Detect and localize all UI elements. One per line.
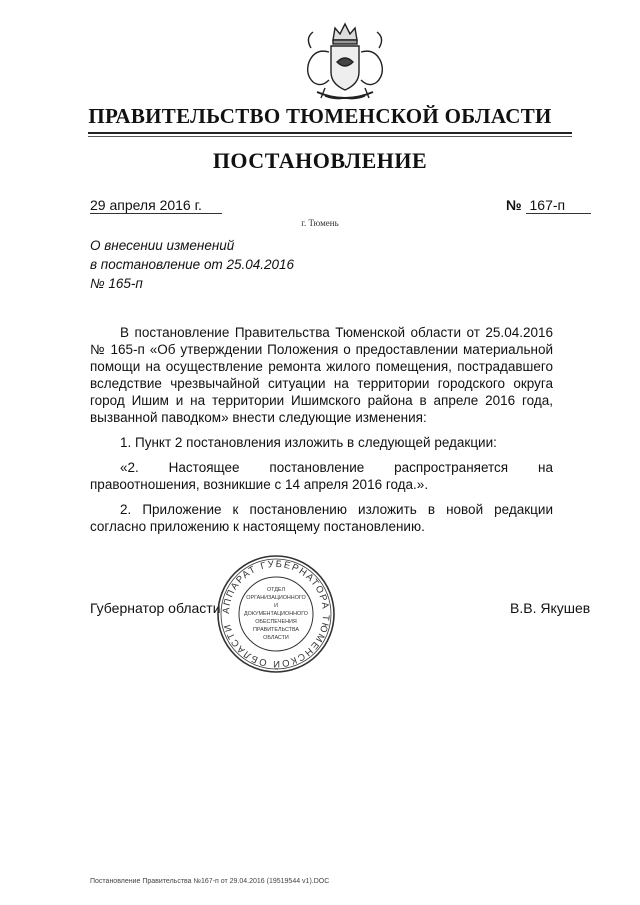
header-rule-thin bbox=[88, 136, 572, 137]
subject-line: № 165-п bbox=[90, 276, 143, 291]
stamp-ring-text: АППАРАТ ГУБЕРНАТОРА ТЮМЕНСКОЙ ОБЛАСТИ bbox=[220, 558, 332, 670]
document-body bbox=[90, 324, 553, 535]
stamp-line: ПРАВИТЕЛЬСТВА bbox=[252, 627, 300, 633]
subject-line: О внесении изменений bbox=[90, 238, 235, 253]
stamp-line: ДОКУМЕНТАЦИОННОГО bbox=[244, 611, 308, 617]
document-subject bbox=[90, 236, 294, 293]
document-date: 29 апреля 2016 г. bbox=[90, 197, 222, 214]
document-number-field bbox=[506, 197, 591, 213]
stamp-line: ОРГАНИЗАЦИОННОГО bbox=[246, 595, 306, 601]
body-paragraph: 2. Приложение к постановлению изложить в новой редакции согласно приложению к настоящему постановлению. bbox=[90, 502, 553, 534]
body-paragraph: 1. Пункт 2 постановления изложить в следующей редакции: bbox=[120, 435, 497, 450]
stamp-line: И bbox=[274, 603, 278, 609]
signature-name: В.В. Якушев bbox=[510, 600, 591, 616]
body-paragraph: «2. Настоящее постановление распространяется на правоотношения, возникшие с 14 апреля 2016 года.». bbox=[90, 460, 553, 492]
body-paragraph: В постановление Правительства Тюменской области от 25.04.2016 № 165-п «Об утверждении Положения о предоставлении материальной помощи на осуществление ремонта жилого помещения, пострадавшего вследствие чрезвычайной ситуации на территории городского округа город Ишим и на территории Ишимского района в апреле 2016 года, вызванной паводком» внести следующие изменения: bbox=[90, 325, 553, 425]
coat-of-arms-icon bbox=[295, 18, 395, 108]
header-rule-thick bbox=[88, 132, 572, 134]
stamp-line: ОБЕСПЕЧЕНИЯ bbox=[255, 619, 297, 625]
file-reference-footer: Постановление Правительства №167-п от 29.04.2016 (19519544 v1).DOC bbox=[90, 878, 330, 885]
number-sign: № bbox=[506, 197, 522, 213]
signature-role: Губернатор области bbox=[90, 600, 221, 616]
stamp-line: ОТДЕЛ bbox=[266, 587, 286, 593]
document-city: г. Тюмень bbox=[301, 218, 339, 228]
document-number: 167-п bbox=[526, 197, 592, 214]
official-stamp bbox=[215, 553, 337, 675]
government-title: ПРАВИТЕЛЬСТВО ТЮМЕНСКОЙ ОБЛАСТИ bbox=[88, 104, 552, 128]
stamp-line: ОБЛАСТИ bbox=[263, 635, 289, 641]
document-type-title: ПОСТАНОВЛЕНИЕ bbox=[212, 148, 428, 173]
subject-line: в постановление от 25.04.2016 bbox=[90, 257, 295, 272]
